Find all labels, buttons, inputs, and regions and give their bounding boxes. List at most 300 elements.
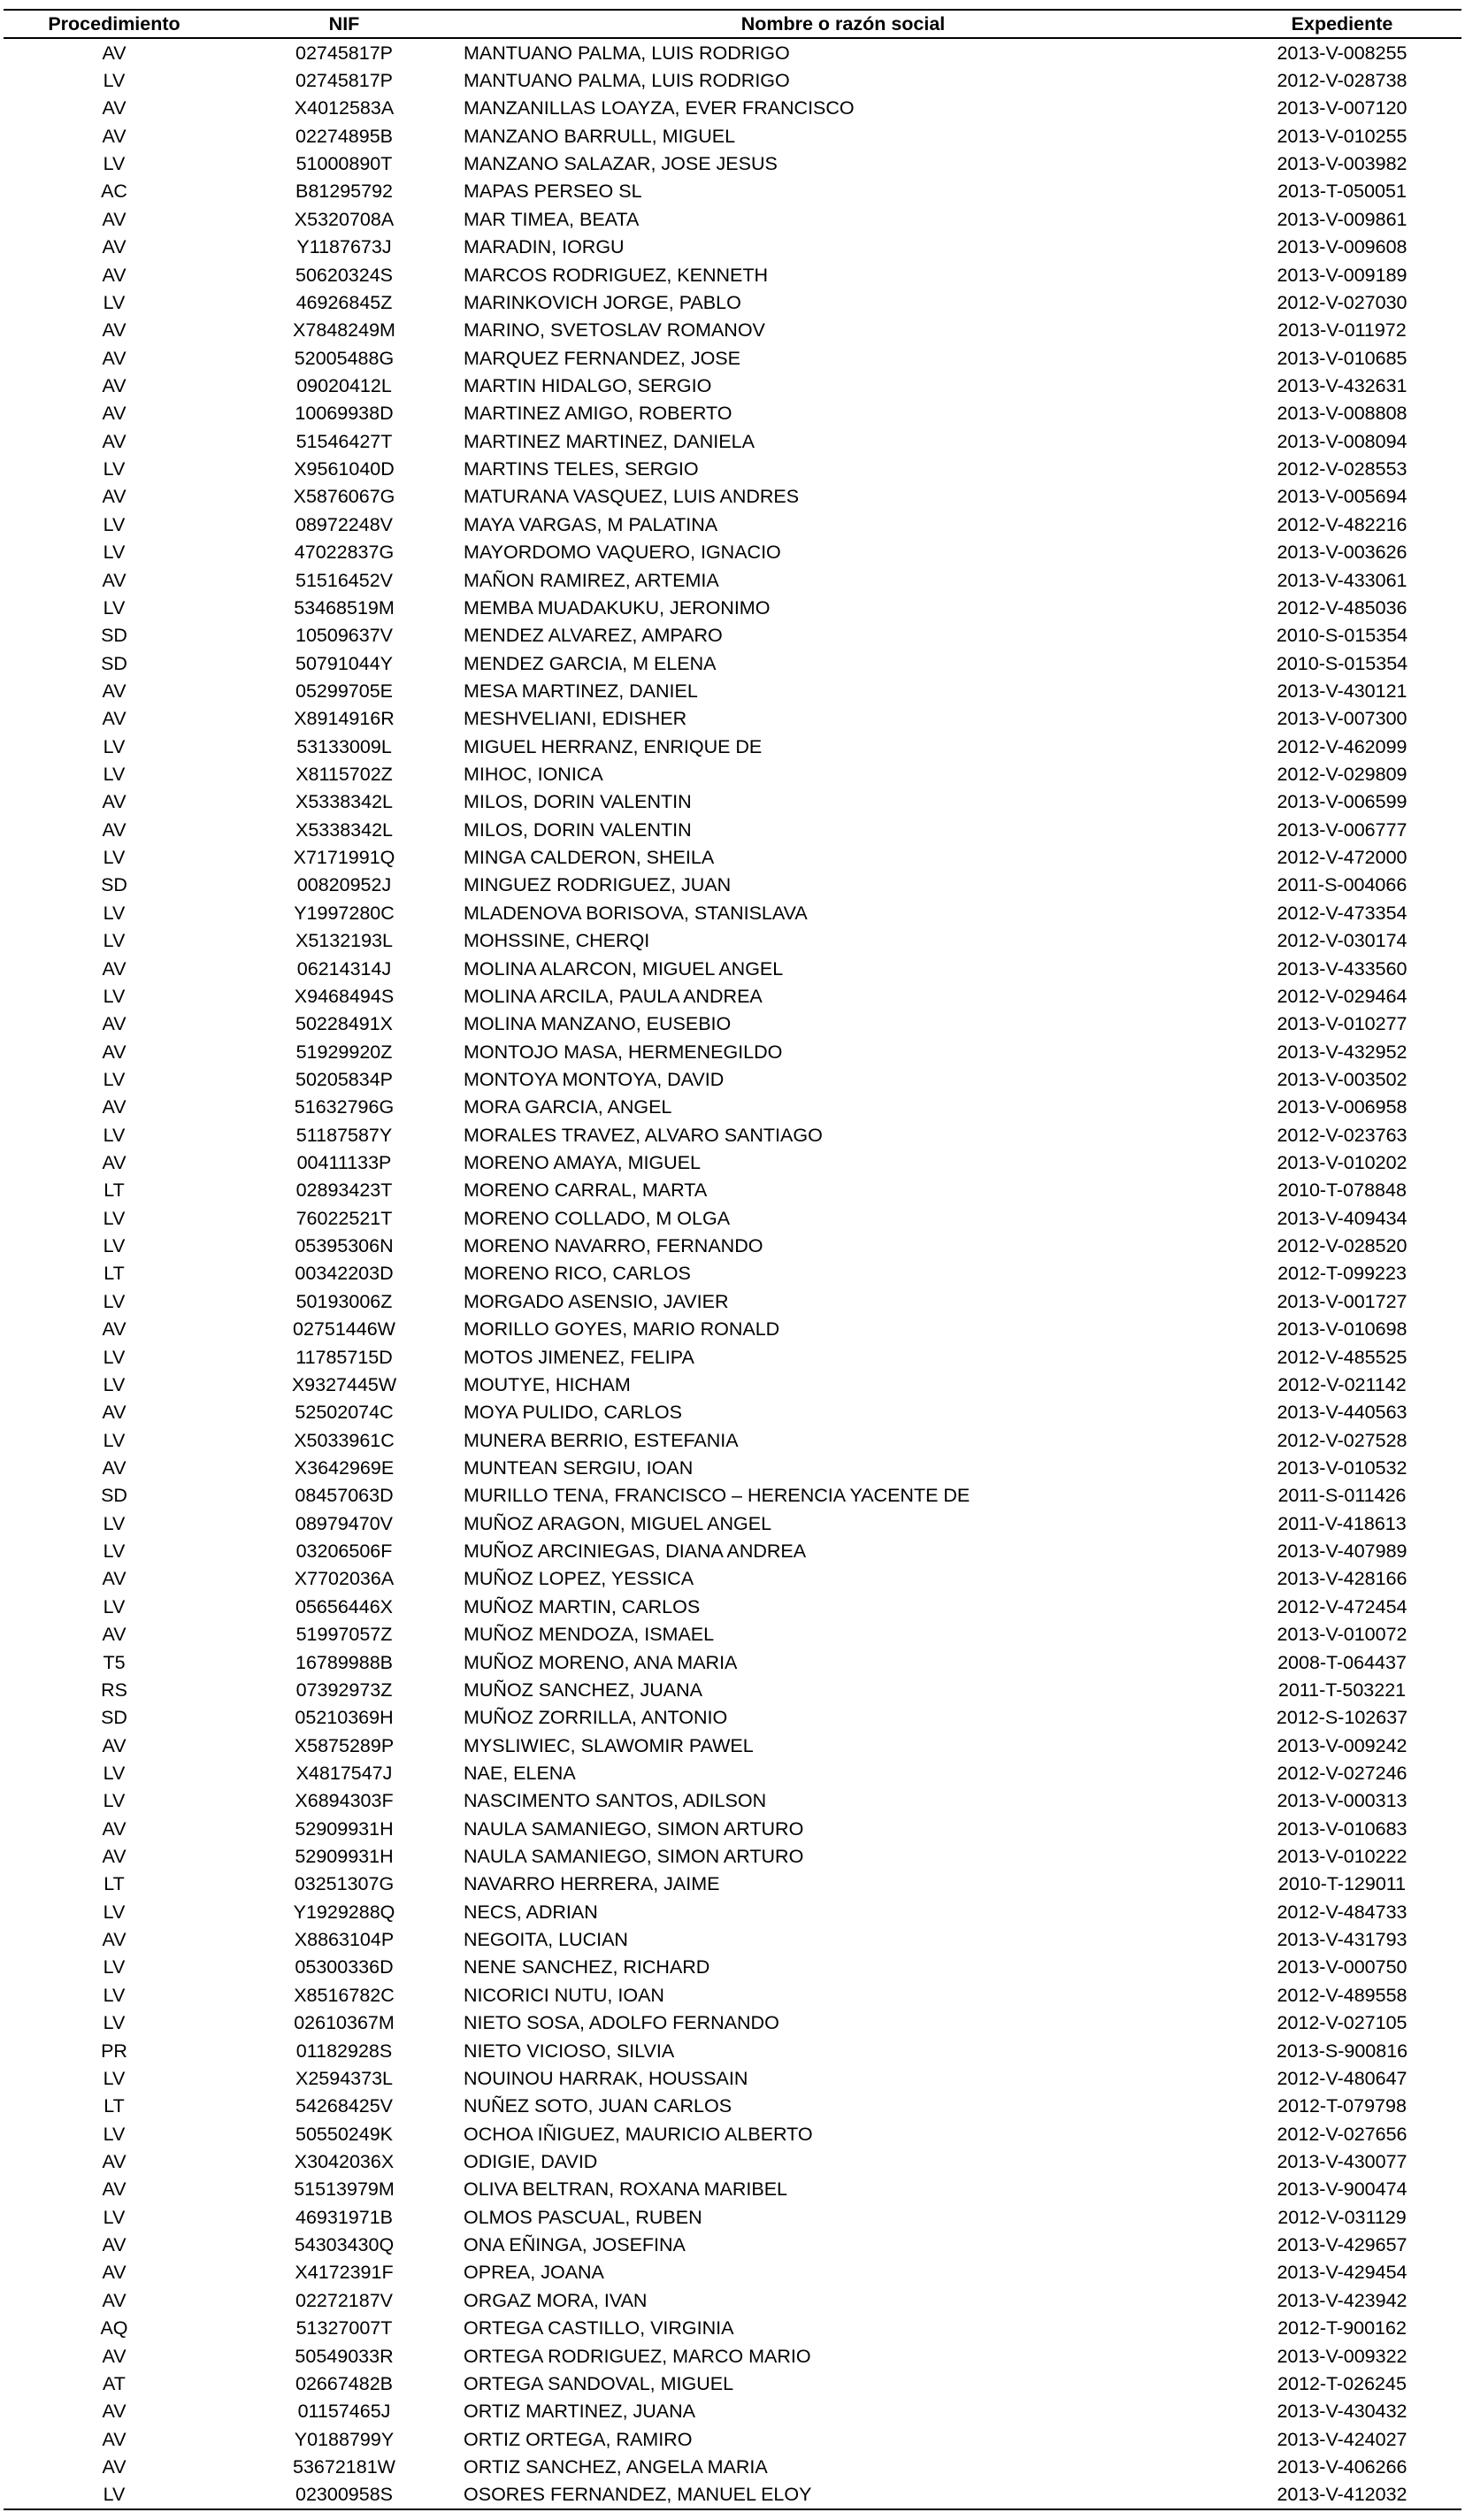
table-row	[4, 566, 1461, 594]
cell-nombre: ORTIZ SANCHEZ, ANGELA MARIA	[464, 2455, 768, 2478]
cell-procedimiento: SD	[101, 652, 127, 674]
cell-procedimiento: AT	[103, 2372, 126, 2394]
cell-nombre: MUÑOZ MENDOZA, ISMAEL	[464, 1624, 715, 1646]
cell-procedimiento: LV	[103, 930, 126, 952]
table-row	[4, 372, 1461, 399]
cell-procedimiento: LV	[4, 2481, 225, 2509]
cell-expediente: 2012-V-028553	[1277, 458, 1407, 480]
cell-nif: 05656446X	[295, 1595, 393, 1617]
cell-nombre: ORGAZ MORA, IVAN	[464, 2289, 648, 2311]
cell-procedimiento: LV	[103, 1762, 126, 1784]
cell-nombre: MILOS, DORIN VALENTIN	[464, 818, 692, 841]
cell-nombre: MIGUEL HERRANZ, ENRIQUE DE	[464, 735, 763, 757]
records-table	[4, 9, 1461, 2510]
cell-nif: 02745817P	[295, 70, 393, 92]
table-row	[4, 927, 1461, 955]
cell-expediente: 2013-V-424027	[1277, 2428, 1407, 2450]
cell-nombre: NAE, ELENA	[464, 1762, 576, 1784]
cell-nif: X5338342L	[295, 791, 393, 813]
cell-nombre: MAYORDOMO VAQUERO, IGNACIO	[464, 542, 781, 564]
table-row	[4, 1787, 1461, 1815]
cell-procedimiento: LV	[103, 1956, 126, 1978]
cell-nombre: MINGA CALDERON, SHEILA	[464, 847, 715, 869]
table-row	[4, 2342, 1461, 2370]
cell-nombre: NIETO SOSA, ADOLFO FERNANDO	[464, 2012, 779, 2034]
cell-nif: 08979470V	[295, 1512, 393, 1534]
cell-procedimiento: AV	[102, 2428, 127, 2450]
cell-nombre: MEMBA MUADAKUKU, JERONIMO	[464, 596, 771, 618]
table-row	[4, 2259, 1461, 2286]
cell-nombre: MORGADO ASENSIO, JAVIER	[464, 1290, 729, 1312]
cell-procedimiento: LV	[103, 2067, 126, 2089]
table-row	[4, 1204, 1461, 1232]
table-row	[4, 2370, 1461, 2397]
cell-expediente: 2013-V-003982	[1277, 153, 1407, 175]
cell-nombre: MANZANO SALAZAR, JOSE JESUS	[464, 153, 778, 175]
cell-nombre: MORENO COLLADO, M OLGA	[464, 1207, 731, 1229]
cell-nombre: MUÑOZ ZORRILLA, ANTONIO	[464, 1707, 728, 1729]
cell-expediente: 2013-V-003626	[1277, 542, 1407, 564]
cell-expediente: 2013-V-006777	[1277, 818, 1407, 841]
cell-procedimiento: AV	[102, 1402, 127, 1424]
table-row	[4, 2286, 1461, 2314]
cell-nif: 00342203D	[295, 1263, 394, 1285]
table-row	[4, 1871, 1461, 1898]
cell-procedimiento: LV	[103, 1207, 126, 1229]
cell-nombre: NICORICI NUTU, IOAN	[464, 1984, 664, 2006]
cell-expediente: 2013-V-000750	[1277, 1956, 1407, 1978]
cell-procedimiento: LT	[104, 1873, 125, 1895]
table-row	[4, 1676, 1461, 1703]
table-row	[4, 122, 1461, 150]
cell-nombre: MARADIN, IORGU	[464, 236, 625, 258]
cell-procedimiento: LV	[103, 458, 126, 480]
cell-expediente: 2012-V-021142	[1277, 1373, 1407, 1395]
table-row	[4, 178, 1461, 205]
cell-procedimiento: AV	[102, 1041, 127, 1063]
table-row	[4, 538, 1461, 565]
cell-nif: X5338342L	[295, 818, 393, 841]
cell-nombre: ONA EÑINGA, JOSEFINA	[464, 2234, 686, 2256]
cell-nombre: MOTOS JIMENEZ, FELIPA	[464, 1346, 694, 1368]
table-row	[4, 677, 1461, 704]
cell-expediente: 2013-V-432952	[1277, 1041, 1407, 1063]
cell-nif: 52005488G	[294, 347, 395, 369]
cell-expediente: 2013-V-001727	[1277, 1290, 1407, 1312]
cell-expediente: 2013-V-430121	[1277, 680, 1407, 702]
cell-procedimiento: AV	[102, 818, 127, 841]
cell-nif: 16789988B	[295, 1651, 393, 1673]
cell-procedimiento: LV	[103, 70, 126, 92]
cell-expediente: 2013-V-011972	[1277, 319, 1407, 342]
cell-procedimiento: SD	[101, 625, 127, 647]
cell-nif: X9561040D	[294, 458, 395, 480]
cell-procedimiento: LV	[103, 764, 126, 786]
cell-nombre: MUÑOZ ARCINIEGAS, DIANA ANDREA	[464, 1540, 807, 1563]
cell-nombre: MOLINA MANZANO, EUSEBIO	[464, 1013, 732, 1035]
cell-expediente: 2013-V-009608	[1277, 236, 1407, 258]
cell-nif: 51327007T	[295, 2317, 393, 2339]
cell-nif: 76022521T	[295, 1207, 393, 1229]
cell-nombre: MAPAS PERSEO SL	[464, 181, 642, 203]
table-row	[4, 1149, 1461, 1176]
cell-expediente: 2012-V-029464	[1277, 985, 1407, 1007]
cell-expediente: 2012-S-102637	[1276, 1707, 1408, 1729]
cell-nif: 10509637V	[295, 625, 393, 647]
cell-nif: 02274895B	[295, 125, 393, 147]
cell-expediente: 2011-T-503221	[1277, 1679, 1407, 1701]
cell-expediente: 2013-V-429454	[1277, 2262, 1407, 2284]
cell-procedimiento: AV	[102, 319, 127, 342]
cell-nif: X5320708A	[294, 208, 395, 230]
cell-nombre: OLMOS PASCUAL, RUBEN	[464, 2206, 702, 2228]
cell-procedimiento: SD	[101, 874, 127, 896]
cell-procedimiento: AV	[102, 347, 127, 369]
table-row	[4, 1010, 1461, 1038]
cell-expediente: 2013-V-007120	[1277, 97, 1407, 119]
cell-procedimiento: AV	[102, 264, 127, 286]
cell-nif: 05395306N	[295, 1235, 394, 1257]
table-row	[4, 1232, 1461, 1259]
table-row	[4, 2120, 1461, 2147]
cell-nif: 51516452V	[295, 569, 393, 591]
cell-procedimiento: LV	[103, 1346, 126, 1368]
cell-nombre: ORTIZ ORTEGA, RAMIRO	[464, 2428, 693, 2450]
cell-nombre: NENE SANCHEZ, RICHARD	[464, 1956, 710, 1978]
cell-expediente: 2013-V-440563	[1277, 1402, 1407, 1424]
cell-procedimiento: AV	[102, 1624, 127, 1646]
table-row	[4, 1759, 1461, 1786]
cell-procedimiento: LV	[103, 291, 126, 313]
cell-expediente: 2013-V-006958	[1277, 1096, 1407, 1118]
cell-nombre: MAÑON RAMIREZ, ARTEMIA	[464, 569, 719, 591]
cell-nif: 52909931H	[295, 1817, 394, 1840]
cell-expediente: 2012-V-480647	[1277, 2067, 1407, 2089]
cell-nif: 02300958S	[225, 2481, 464, 2509]
cell-expediente: 2013-V-009861	[1277, 208, 1407, 230]
cell-expediente: 2008-T-064437	[1277, 1651, 1407, 1673]
cell-procedimiento: LV	[103, 1429, 126, 1451]
cell-nombre: MARTINEZ AMIGO, ROBERTO	[464, 403, 732, 425]
table-row	[4, 816, 1461, 843]
cell-procedimiento: AV	[102, 791, 127, 813]
cell-nif: 54268425V	[295, 2095, 393, 2117]
cell-expediente: 2013-V-409434	[1277, 1207, 1407, 1229]
table-row	[4, 1842, 1461, 1870]
table-row	[4, 1065, 1461, 1093]
cell-nif: 50791044Y	[295, 652, 393, 674]
cell-procedimiento: AV	[102, 486, 127, 508]
cell-nif: 11785715D	[295, 1346, 393, 1368]
cell-nombre: MATURANA VASQUEZ, LUIS ANDRES	[464, 486, 800, 508]
cell-nif: 08972248V	[295, 513, 393, 535]
cell-expediente: 2013-V-008255	[1277, 42, 1407, 64]
cell-nombre: OLIVA BELTRAN, ROXANA MARIBEL	[464, 2178, 788, 2201]
cell-procedimiento: AV	[102, 569, 127, 591]
cell-expediente: 2013-V-406266	[1277, 2455, 1407, 2478]
cell-expediente: 2012-V-027246	[1277, 1762, 1407, 1784]
header-nombre: Nombre o razón social	[464, 10, 1223, 38]
cell-expediente: 2013-V-010532	[1277, 1457, 1407, 1479]
cell-nombre: MUNTEAN SERGIU, IOAN	[464, 1457, 694, 1479]
cell-nombre: OCHOA IÑIGUEZ, MAURICIO ALBERTO	[464, 2123, 813, 2145]
cell-procedimiento: LV	[103, 1540, 126, 1563]
table-row	[4, 511, 1461, 538]
cell-nombre: MANZANO BARRULL, MIGUEL	[464, 125, 736, 147]
cell-procedimiento: LV	[103, 542, 126, 564]
cell-nif: Y0188799Y	[294, 2428, 395, 2450]
cell-nombre: NIETO VICIOSO, SILVIA	[464, 2040, 675, 2062]
cell-nif: 52502074C	[295, 1402, 394, 1424]
cell-procedimiento: AV	[102, 430, 127, 452]
cell-nombre: MYSLIWIEC, SLAWOMIR PAWEL	[464, 1734, 754, 1756]
cell-procedimiento: AV	[102, 1457, 127, 1479]
table-row	[4, 150, 1461, 177]
cell-nif: 00411133P	[296, 1152, 392, 1174]
cell-nif: X5033961C	[294, 1429, 395, 1451]
cell-expediente: 2013-V-010222	[1277, 1846, 1407, 1868]
cell-procedimiento: AV	[102, 2289, 127, 2311]
cell-procedimiento: AV	[102, 1096, 127, 1118]
cell-nombre: ORTEGA CASTILLO, VIRGINIA	[464, 2317, 734, 2339]
cell-nombre: MARTINEZ MARTINEZ, DANIELA	[464, 430, 755, 452]
cell-nombre: MORALES TRAVEZ, ALVARO SANTIAGO	[464, 1124, 823, 1146]
table-row	[4, 899, 1461, 926]
cell-nombre: MAR TIMEA, BEATA	[464, 208, 640, 230]
cell-nif: 05299705E	[295, 680, 393, 702]
cell-nif: X4817547J	[295, 1762, 393, 1784]
cell-nif: 51546427T	[295, 430, 393, 452]
cell-expediente: 2013-V-010683	[1277, 1817, 1407, 1840]
cell-procedimiento: AV	[102, 125, 127, 147]
cell-expediente: 2013-V-010202	[1277, 1152, 1407, 1174]
table-row	[4, 2231, 1461, 2258]
cell-nombre: MOLINA ALARCON, MIGUEL ANGEL	[464, 957, 784, 980]
cell-expediente: 2013-V-428166	[1277, 1568, 1407, 1590]
cell-expediente: 2013-V-008094	[1277, 430, 1407, 452]
cell-nif: 51187587Y	[295, 1124, 393, 1146]
cell-procedimiento: AV	[102, 680, 127, 702]
cell-nif: 50205834P	[295, 1068, 393, 1090]
table-row	[4, 1177, 1461, 1204]
cell-nif: 06214314J	[296, 957, 392, 980]
cell-procedimiento: AV	[102, 1013, 127, 1035]
cell-expediente: 2013-V-430077	[1277, 2150, 1407, 2172]
cell-expediente: 2013-V-005694	[1277, 486, 1407, 508]
table-row	[4, 66, 1461, 94]
cell-expediente: 2012-V-482216	[1277, 513, 1407, 535]
table-row	[4, 2037, 1461, 2064]
cell-procedimiento: LV	[103, 513, 126, 535]
cell-procedimiento: AV	[102, 1568, 127, 1590]
table-row	[4, 1565, 1461, 1593]
cell-procedimiento: LV	[103, 2012, 126, 2034]
table-row	[4, 1815, 1461, 1842]
cell-nif: Y1997280C	[294, 902, 395, 924]
cell-expediente: 2013-V-009242	[1277, 1734, 1407, 1756]
cell-procedimiento: AV	[102, 2234, 127, 2256]
cell-nif: 53468519M	[294, 596, 395, 618]
cell-expediente: 2012-V-489558	[1277, 1984, 1407, 2006]
cell-nif: X8863104P	[294, 1929, 395, 1951]
cell-procedimiento: LV	[103, 735, 126, 757]
table-row	[4, 261, 1461, 288]
table-row	[4, 427, 1461, 455]
table-row	[4, 317, 1461, 344]
cell-procedimiento: LV	[103, 902, 126, 924]
table-row	[4, 234, 1461, 261]
cell-nif: 02610367M	[294, 2012, 395, 2034]
cell-nif: X8115702Z	[295, 764, 393, 786]
cell-nombre: MORENO NAVARRO, FERNANDO	[464, 1235, 763, 1257]
cell-nif: X7171991Q	[293, 847, 395, 869]
header-procedimiento: Procedimiento	[4, 10, 225, 38]
table-row	[4, 982, 1461, 1010]
cell-procedimiento: LV	[103, 1790, 126, 1812]
cell-nombre: NASCIMENTO SANTOS, ADILSON	[464, 1790, 767, 1812]
cell-nif: X7702036A	[294, 1568, 395, 1590]
table-row	[4, 1094, 1461, 1121]
cell-nombre: MARTIN HIDALGO, SERGIO	[464, 374, 712, 396]
cell-nif: X3642969E	[294, 1457, 395, 1479]
cell-procedimiento: AV	[102, 2262, 127, 2284]
cell-procedimiento: LV	[103, 596, 126, 618]
cell-procedimiento: LV	[103, 1595, 126, 1617]
cell-nif: 02272187V	[295, 2289, 393, 2311]
cell-nif: X8516782C	[294, 1984, 395, 2006]
table-row	[4, 1925, 1461, 1953]
cell-nif: 51929920Z	[295, 1041, 393, 1063]
cell-nif: 53133009L	[296, 735, 392, 757]
cell-procedimiento: AV	[102, 374, 127, 396]
cell-procedimiento: LV	[103, 985, 126, 1007]
cell-nif: 05210369H	[295, 1707, 394, 1729]
cell-nif: 02751446W	[293, 1318, 395, 1341]
table-row	[4, 400, 1461, 427]
cell-nombre: MESA MARTINEZ, DANIEL	[464, 680, 698, 702]
cell-nif: X4172391F	[295, 2262, 394, 2284]
cell-nombre: MORILLO GOYES, MARIO RONALD	[464, 1318, 780, 1341]
table-row	[4, 843, 1461, 871]
cell-expediente: 2013-V-010255	[1277, 125, 1407, 147]
header-nif: NIF	[225, 10, 464, 38]
table-row	[4, 1704, 1461, 1732]
cell-nombre: MARCOS RODRIGUEZ, KENNETH	[464, 264, 769, 286]
cell-expediente: 2010-S-015354	[1276, 625, 1408, 647]
cell-nif: 01182928S	[295, 2040, 393, 2062]
cell-expediente: 2013-V-010277	[1277, 1013, 1407, 1035]
cell-procedimiento: AV	[102, 2150, 127, 2172]
cell-nif: 50193006Z	[295, 1290, 393, 1312]
table-row	[4, 1981, 1461, 2009]
cell-nif: X8914916R	[294, 708, 395, 730]
cell-expediente: 2013-T-050051	[1277, 181, 1407, 203]
cell-nombre: MESHVELIANI, EDISHER	[464, 708, 687, 730]
cell-nombre: ORTEGA RODRIGUEZ, MARCO MARIO	[464, 2345, 811, 2367]
cell-procedimiento: SD	[101, 1707, 127, 1729]
cell-nombre: NUÑEZ SOTO, JUAN CARLOS	[464, 2095, 732, 2117]
cell-expediente: 2013-V-009189	[1277, 264, 1407, 286]
cell-expediente: 2012-V-028520	[1277, 1235, 1407, 1257]
cell-nif: 03206506F	[295, 1540, 393, 1563]
table-row	[4, 344, 1461, 372]
header-expediente: Expediente	[1223, 10, 1461, 38]
cell-nombre: MUÑOZ MARTIN, CARLOS	[464, 1595, 701, 1617]
cell-expediente: 2013-V-900474	[1277, 2178, 1407, 2201]
cell-expediente: 2012-V-023763	[1277, 1124, 1407, 1146]
cell-expediente: 2012-V-485525	[1277, 1346, 1407, 1368]
cell-nombre: MLADENOVA BORISOVA, STANISLAVA	[464, 902, 808, 924]
table-row	[4, 1537, 1461, 1564]
cell-expediente: 2013-S-900816	[1276, 2040, 1408, 2062]
cell-expediente: 2013-V-010698	[1277, 1318, 1407, 1341]
cell-nombre: MARINKOVICH JORGE, PABLO	[464, 291, 741, 313]
cell-procedimiento: LT	[104, 1179, 125, 1202]
cell-nombre: MOLINA ARCILA, PAULA ANDREA	[464, 985, 763, 1007]
cell-procedimiento: AV	[102, 2455, 127, 2478]
table-row	[4, 2398, 1461, 2425]
cell-expediente: 2010-T-129011	[1277, 1873, 1407, 1895]
cell-nombre: MILOS, DORIN VALENTIN	[464, 791, 692, 813]
cell-nif: B81295792	[295, 181, 393, 203]
table-row	[4, 1732, 1461, 1759]
table-row	[4, 2203, 1461, 2231]
table-row	[4, 2009, 1461, 2037]
cell-expediente: 2012-V-027656	[1277, 2123, 1407, 2145]
table-row	[4, 2453, 1461, 2480]
cell-nombre: MARINO, SVETOSLAV ROMANOV	[464, 319, 765, 342]
cell-nombre: OSORES FERNANDEZ, MANUEL ELOY	[464, 2481, 1223, 2509]
table-row	[4, 2481, 1461, 2509]
cell-procedimiento: AC	[101, 181, 127, 203]
cell-expediente: 2013-V-007300	[1277, 708, 1407, 730]
table-row	[4, 1898, 1461, 1925]
cell-expediente: 2013-V-010072	[1277, 1624, 1407, 1646]
cell-expediente: 2011-S-004066	[1277, 874, 1407, 896]
cell-procedimiento: AV	[102, 2345, 127, 2367]
cell-procedimiento: SD	[101, 1485, 127, 1507]
table-row	[4, 1454, 1461, 1481]
cell-nif: X9468494S	[294, 985, 395, 1007]
cell-nif: X5875289P	[294, 1734, 395, 1756]
cell-expediente: 2013-V-432631	[1277, 374, 1407, 396]
cell-procedimiento: T5	[103, 1651, 126, 1673]
table-row	[4, 2314, 1461, 2341]
table-row	[4, 760, 1461, 788]
cell-nombre: MUÑOZ ARAGON, MIGUEL ANGEL	[464, 1512, 772, 1534]
cell-nombre: MANTUANO PALMA, LUIS RODRIGO	[464, 70, 790, 92]
cell-procedimiento: AV	[102, 97, 127, 119]
cell-procedimiento: AV	[102, 236, 127, 258]
cell-nif: X7848249M	[293, 319, 395, 342]
cell-expediente: 2013-V-431793	[1277, 1929, 1407, 1951]
table-row	[4, 205, 1461, 233]
cell-expediente: 2013-V-412032	[1223, 2481, 1461, 2509]
cell-nombre: MENDEZ ALVAREZ, AMPARO	[464, 625, 723, 647]
cell-procedimiento: AV	[102, 42, 127, 64]
cell-procedimiento: LV	[103, 1512, 126, 1534]
cell-procedimiento: LV	[103, 1984, 126, 2006]
cell-procedimiento: LV	[103, 1373, 126, 1395]
cell-nif: X4012583A	[294, 97, 395, 119]
cell-procedimiento: AV	[102, 708, 127, 730]
table-row	[4, 1593, 1461, 1620]
cell-nif: 51997057Z	[295, 1624, 393, 1646]
table-row	[4, 1260, 1461, 1287]
cell-expediente: 2013-V-433061	[1277, 569, 1407, 591]
cell-expediente: 2012-T-026245	[1277, 2372, 1407, 2394]
cell-nombre: MUÑOZ SANCHEZ, JUANA	[464, 1679, 702, 1701]
